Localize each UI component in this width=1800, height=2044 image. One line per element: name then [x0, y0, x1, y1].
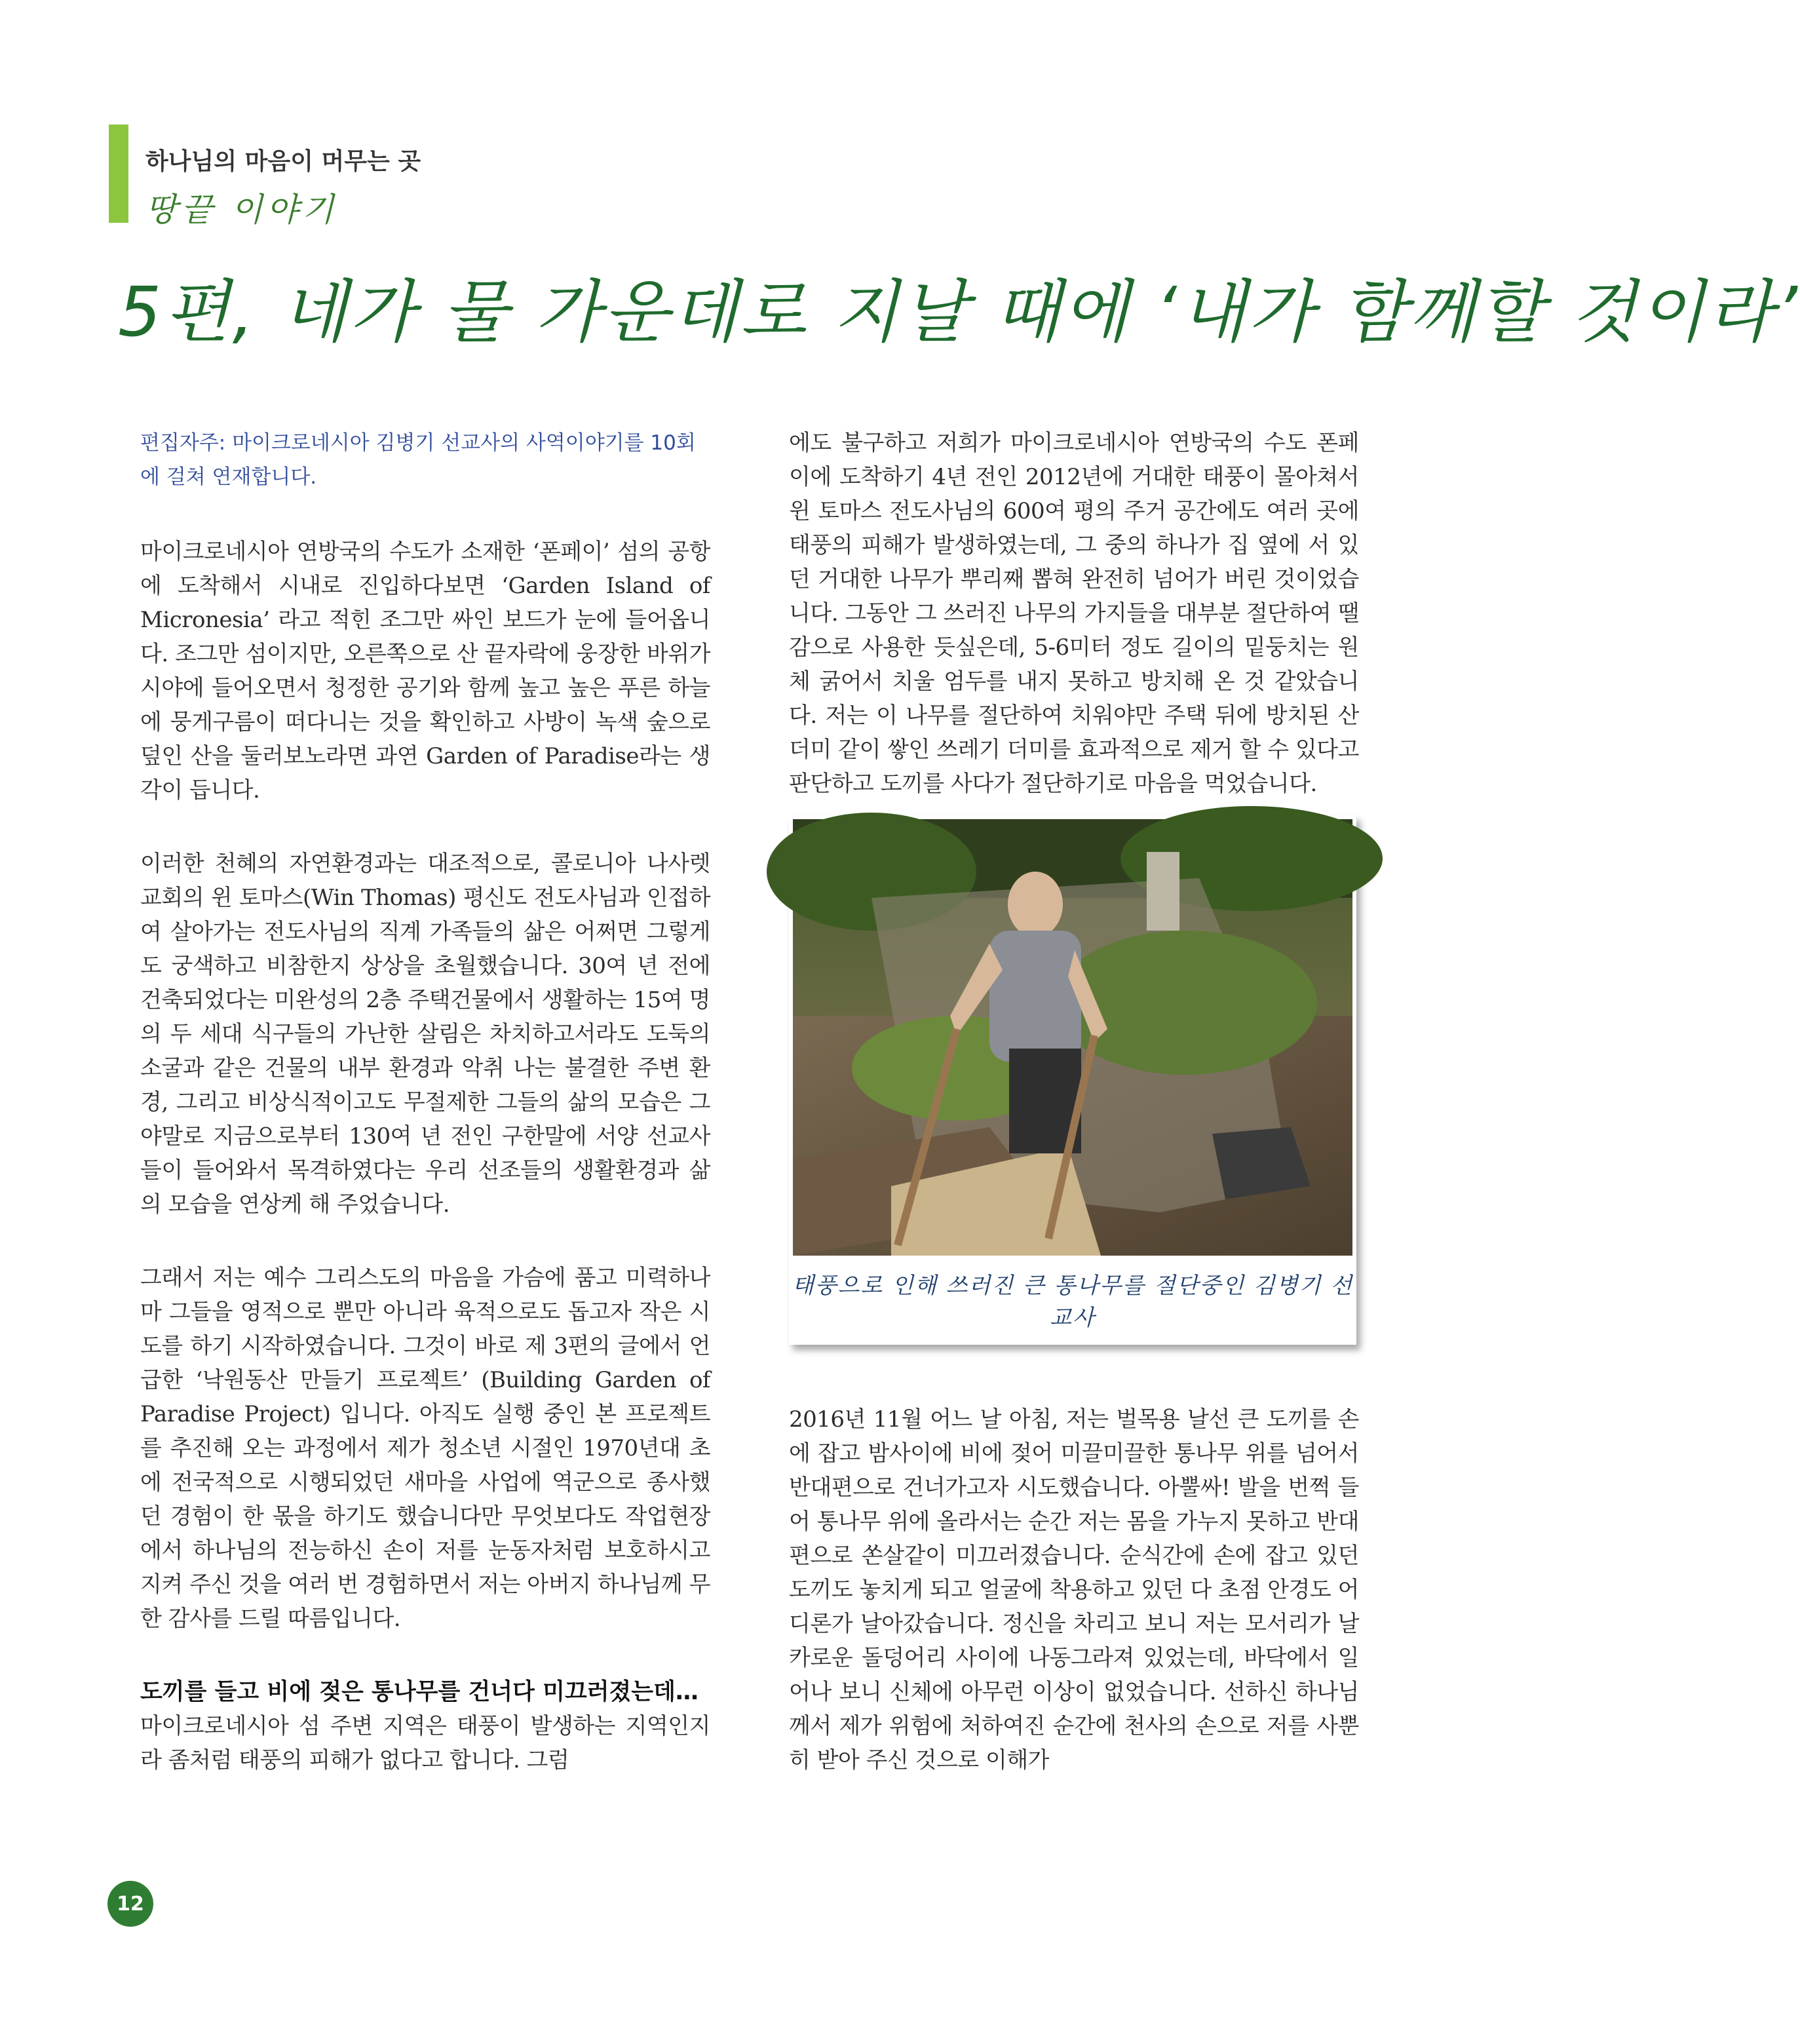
body-paragraph: 마이크로네시아 연방국의 수도가 소재한 ‘폰페이’ 섬의 공항에 도착해서 시내로 진입하다보면 ‘Garden Island of Micronesia’ 라고 적힌 조그만 싸인 보드가 눈에 들어옵니다. 조그만 섬이지만, 오른쪽으로 산 끝자락에 웅장한 바위가 시야에 들어오면서 청정한 공기와 함께 높고 높은 푸른 하늘에 뭉게구름이 떠다니는 것을 확인하고 사방이 녹색 숲으로 덮인 산을 둘러보노라면 과연 Garden of Paradise라는 생각이 듭니다.: [140, 539, 710, 803]
body-paragraph: 그래서 저는 예수 그리스도의 마음을 가슴에 품고 미력하나마 그들을 영적으로 뿐만 아니라 육적으로도 돕고자 작은 시도를 하기 시작하였습니다. 그것이 바로 제 3편의 글에서 언급한 ‘낙원동산 만들기 프로젝트’ (Building Garden of Paradise Project) 입니다. 아직도 실행 중인 본 프로젝트를 추진해 오는 과정에서 제가 청소년 시절인 1970년대 초에 전국적으로 시행되었던 새마을 사업에 역군으로 종사했던 경험이 한 몫을 하기도 했습니다만 무엇보다도 작업현장에서 하나님의 전능하신 손이 저를 눈동자처럼 보호하시고 지켜 주신 것을 여러 번 경험하면서 저는 아버지 하나님께 무한 감사를 드릴 따름입니다.: [140, 1265, 710, 1632]
left-column: [140, 426, 710, 1817]
section-label: 하나님의 마음이 머무는 곳: [145, 148, 421, 175]
section-subheading: 도끼를 들고 비에 젖은 통나무를 건너다 미끄러졌는데…: [140, 1679, 699, 1705]
body-paragraph: 이러한 천혜의 자연환경과는 대조적으로, 콜로니아 나사렛교회의 윈 토마스(Win Thomas) 평신도 전도사님과 인접하여 살아가는 전도사님의 직계 가족들의 삶은 어쩌면 그렇게도 궁색하고 비참한지 상상을 초월했습니다. 30여 년 전에 건축되었다는 미완성의 2층 주택건물에서 생활하는 15여 명의 두 세대 식구들의 가난한 살림은 차치하고서라도 도둑의 소굴과 같은 건물의 내부 환경과 악취 나는 불결한 주변 환경, 그리고 비상식적이고도 무절제한 그들의 삶의 모습은 그야말로 지금으로부터 130여 년 전인 구한말에 서양 선교사들이 들어와서 목격하였다는 우리 선조들의 생활환경과 삶의 모습을 연상케 해 주었습니다.: [140, 851, 710, 1218]
photo-man-cutting-log: [793, 819, 1352, 1256]
editor-note: 편집자주: 마이크로네시아 김병기 선교사의 사역이야기를 10회에 걸쳐 연재합니다.: [140, 431, 696, 489]
article-title: 5편, 네가 물 가운데로 지날 때에 ‘내가 함께할 것이라’: [118, 272, 1800, 352]
body-paragraph: 에도 불구하고 저희가 마이크로네시아 연방국의 수도 폰페이에 도착하기 4년 전인 2012년에 거대한 태풍이 몰아쳐서 윈 토마스 전도사님의 600여 평의 주거 공간에도 여러 곳에 태풍의 피해가 발생하였는데, 그 중의 하나가 집 옆에 서 있던 거대한 나무가 뿌리째 뽑혀 완전히 넘어가 버린 것이었습니다. 그동안 그 쓰러진 나무의 가지들을 대부분 절단하여 땔감으로 사용한 듯싶은데, 5-6미터 정도 길이의 밑둥치는 원체 굵어서 치울 엄두를 내지 못하고 방치해 온 것 같았습니다. 저는 이 나무를 절단하여 치워야만 주택 뒤에 방치된 산더미 같이 쌓인 쓰레기 더미를 효과적으로 제거 할 수 있다고 판단하고 도끼를 사다가 절단하기로 마음을 먹었습니다.: [789, 430, 1359, 797]
photo-frame: [789, 815, 1356, 1345]
photo-caption: 태풍으로 인해 쓰러진 큰 통나무를 절단중인 김병기 선교사: [792, 1273, 1354, 1331]
section-accent-bar: [109, 125, 128, 223]
right-column: [789, 426, 1359, 1817]
section-script-title: 땅끝 이야기: [145, 191, 338, 229]
page-number-badge: 12: [107, 1881, 153, 1927]
body-paragraph: 마이크로네시아 섬 주변 지역은 태풍이 발생하는 지역인지라 좀처럼 태풍의 피해가 없다고 합니다. 그럼: [140, 1713, 710, 1773]
photo-illustration: [793, 819, 1352, 1256]
body-paragraph: 2016년 11월 어느 날 아침, 저는 벌목용 날선 큰 도끼를 손에 잡고 밤사이에 비에 젖어 미끌미끌한 통나무 위를 넘어서 반대편으로 건너가고자 시도했습니다. 아뿔싸! 발을 번쩍 들어 통나무 위에 올라서는 순간 저는 몸을 가누지 못하고 반대편으로 쏜살같이 미끄러졌습니다. 순식간에 손에 잡고 있던 도끼도 놓치게 되고 얼굴에 착용하고 있던 다 초점 안경도 어디론가 날아갔습니다. 정신을 차리고 보니 저는 모서리가 날카로운 돌덩어리 사이에 나동그라져 있었는데, 바닥에서 일어나 보니 신체에 아무런 이상이 없었습니다. 선하신 하나님께서 제가 위험에 처하여진 순간에 천사의 손으로 저를 사뿐히 받아 주신 것으로 이해가: [789, 1406, 1359, 1773]
